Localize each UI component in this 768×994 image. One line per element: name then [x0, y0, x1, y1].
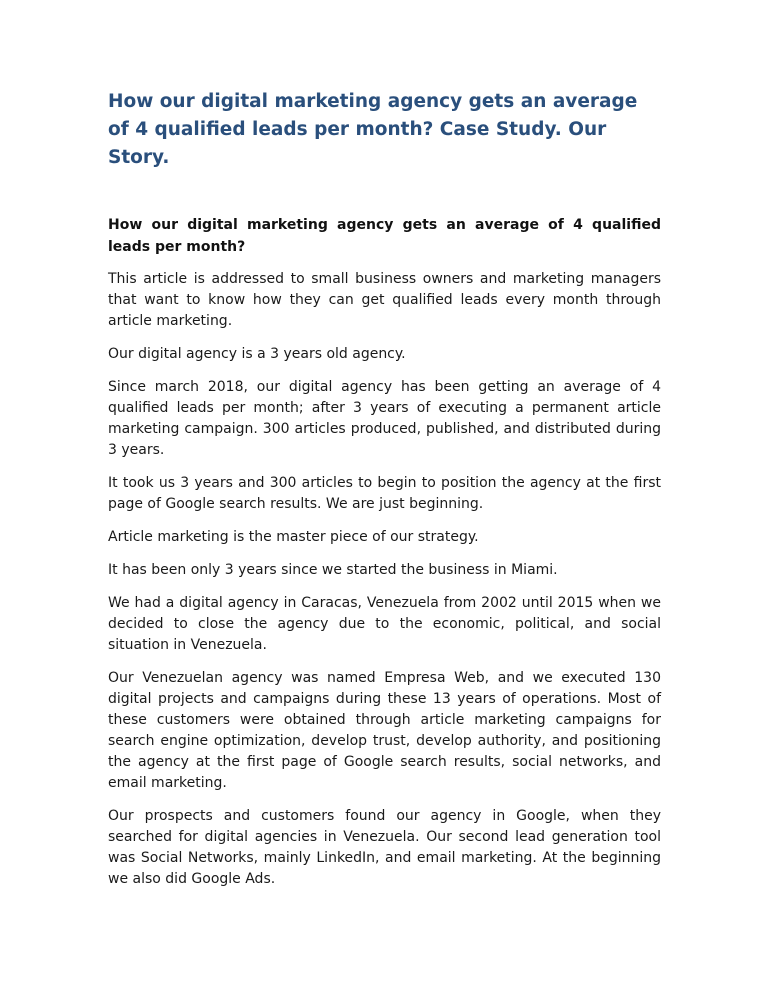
section-heading: How our digital marketing agency gets an average of 4 qualified leads per month?: [108, 217, 661, 255]
paragraph-leads-since-2018: Since march 2018, our digital agency has been getting an average of 4 qualified leads per month; after 3 years of executing a permanent article marketing campaign. 300 articles produced, published, and distributed during 3 years.: [108, 379, 661, 458]
paragraph-empresa-web: Our Venezuelan agency was named Empresa Web, and we executed 130 digital projects and campaigns during these 13 years of operations. Most of these customers were obtained through article marketing campaigns for search engine optimization, develop trust, develop authority, and positioning the agency at the first page of Google search results, social networks, and email marketing.: [108, 670, 661, 791]
paragraph-prospects: Our prospects and customers found our agency in Google, when they searched for digital agencies in Venezuela. Our second lead generation tool was Social Networks, mainly LinkedIn, and email marketing. At the beginning we also did Google Ads.: [108, 808, 661, 887]
document-title: How our digital marketing agency gets an average of 4 qualified leads per month? Case Study. Our Story.: [108, 91, 638, 168]
paragraph-miami: It has been only 3 years since we started the business in Miami.: [108, 562, 558, 578]
paragraph-agency-age: Our digital agency is a 3 years old agency.: [108, 346, 406, 362]
paragraph-google-position: It took us 3 years and 300 articles to begin to position the agency at the first page of Google search results. We are just beginning.: [108, 475, 661, 512]
paragraph-caracas: We had a digital agency in Caracas, Venezuela from 2002 until 2015 when we decided to close the agency due to the economic, political, and social situation in Venezuela.: [108, 595, 661, 653]
document-body: [108, 88, 661, 890]
paragraph-audience: This article is addressed to small business owners and marketing managers that want to know how they can get qualified leads every month through article marketing.: [108, 271, 661, 329]
paragraph-article-marketing: Article marketing is the master piece of our strategy.: [108, 529, 479, 545]
